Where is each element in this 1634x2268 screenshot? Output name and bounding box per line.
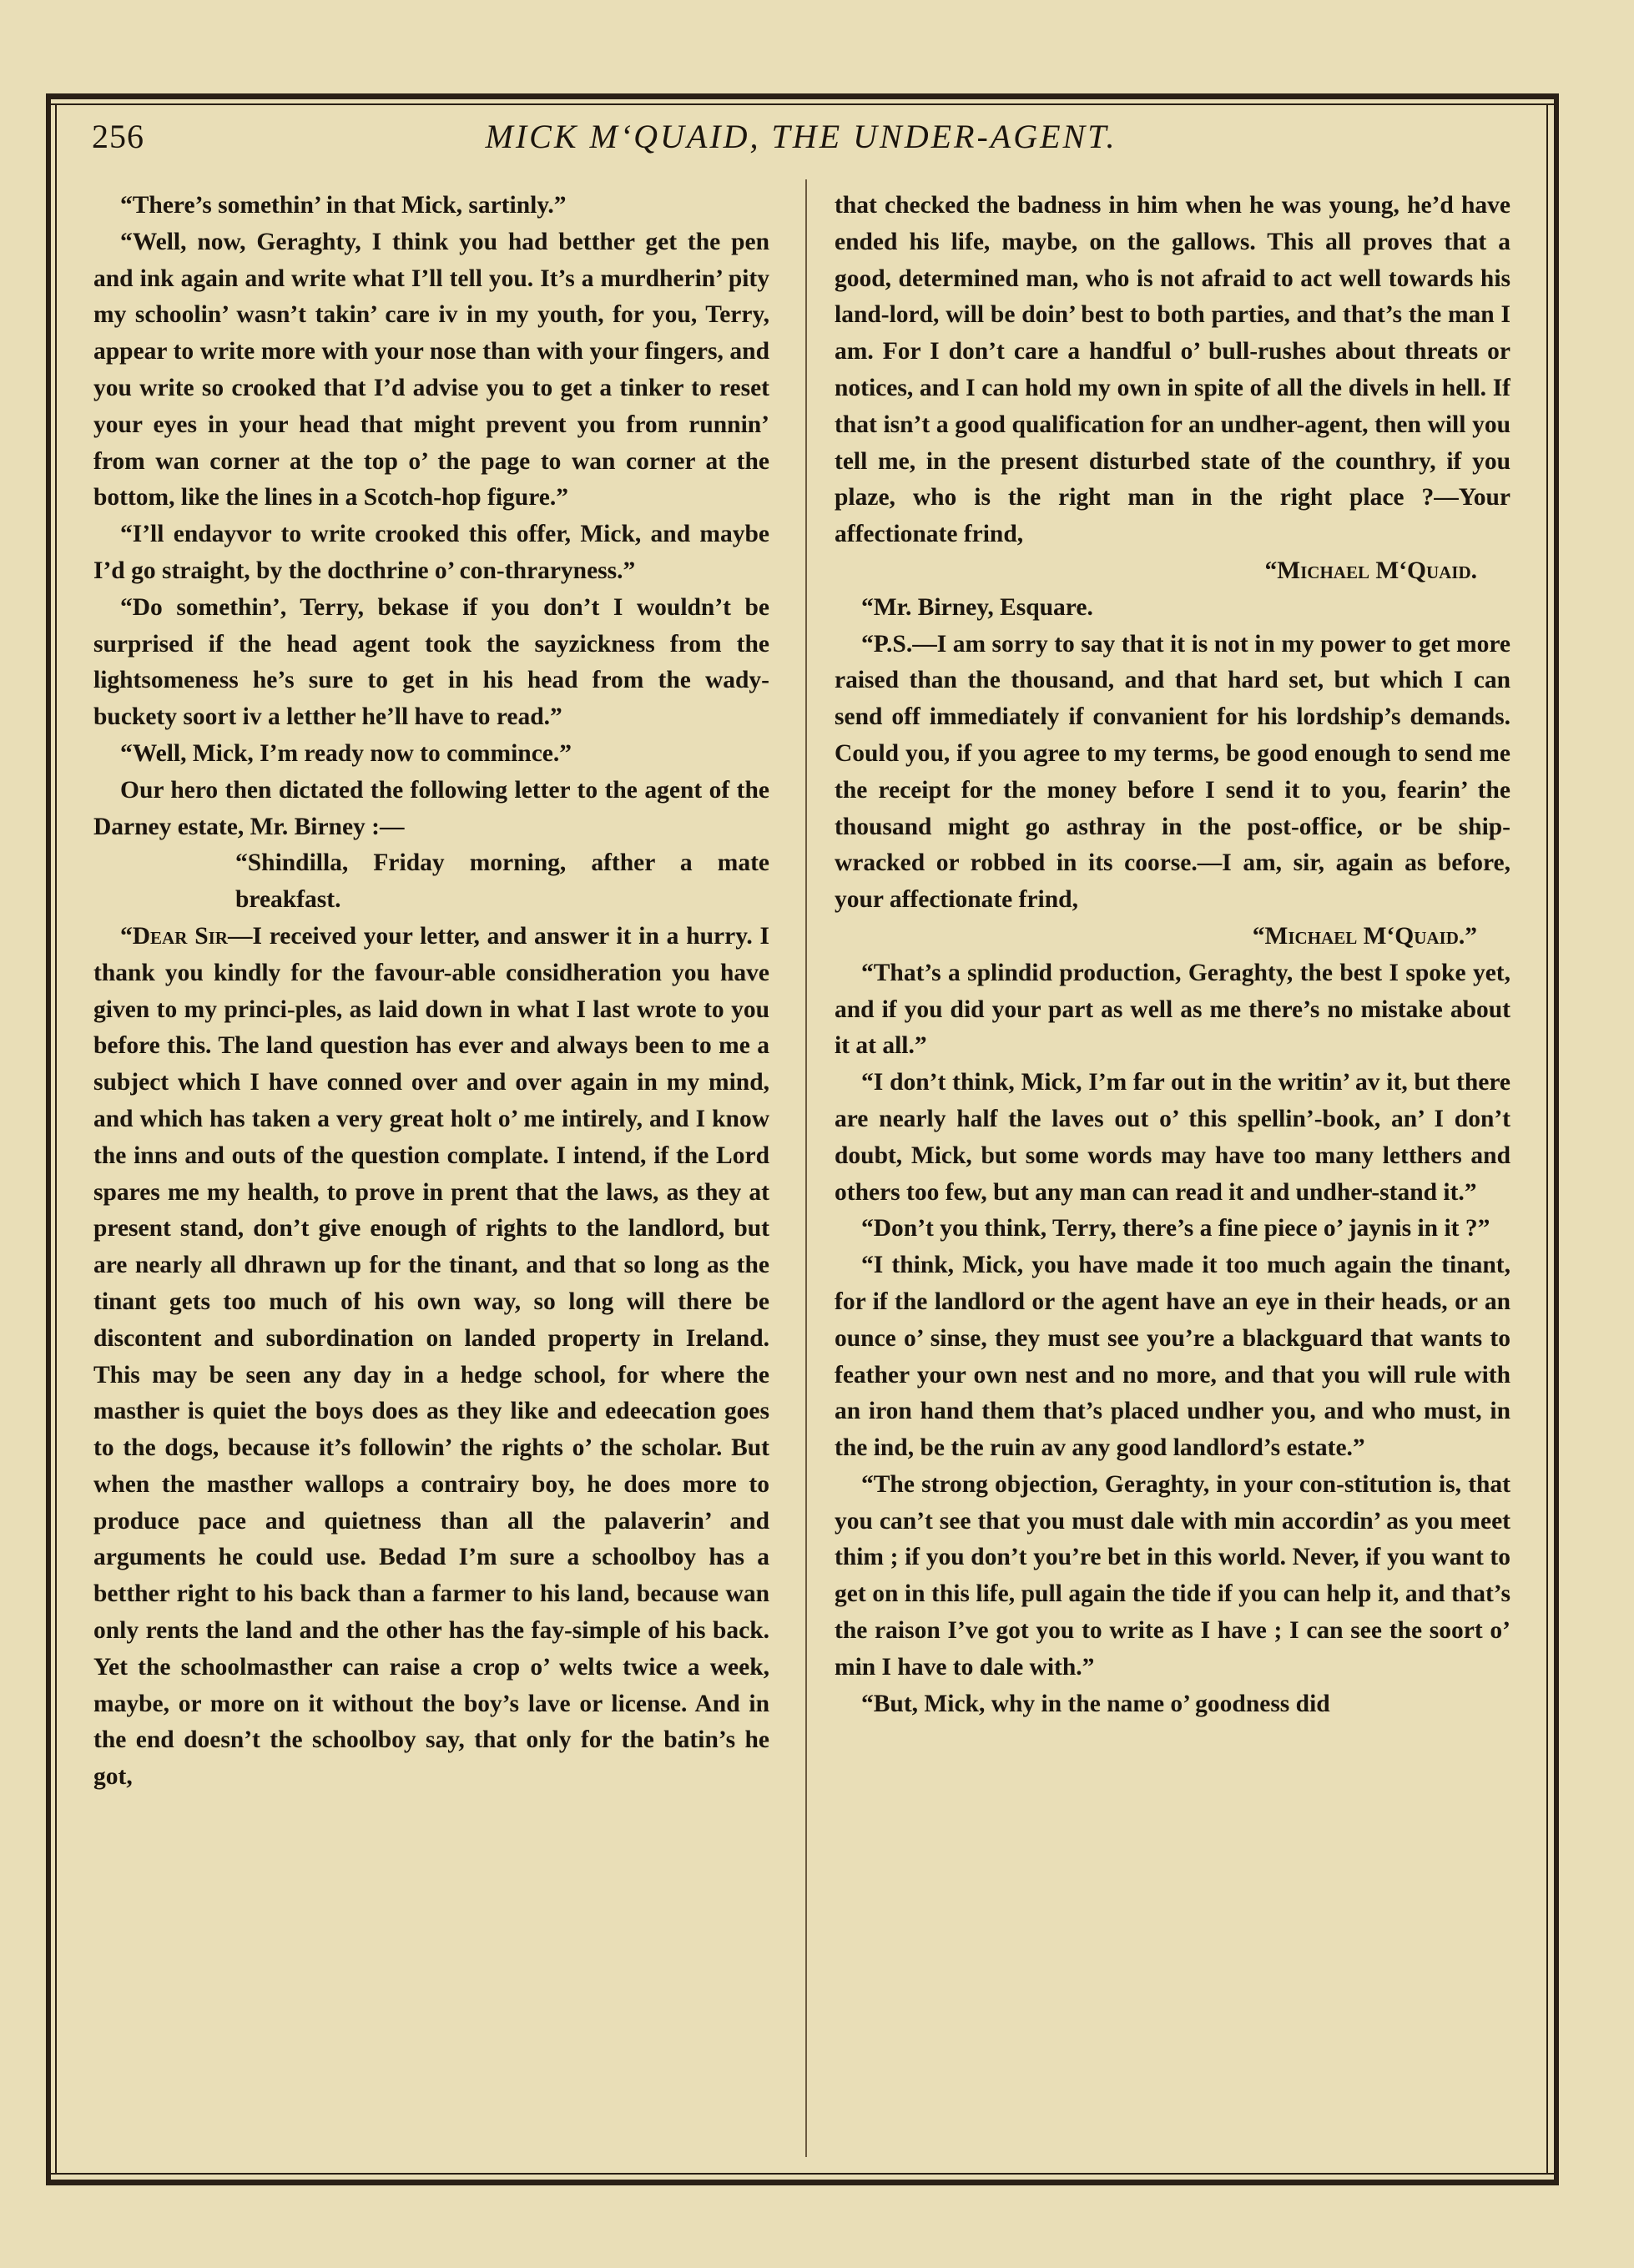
letter-salutation: “Dear Sir bbox=[120, 922, 228, 950]
paragraph: “I don’t think, Mick, I’m far out in the writin’ av it, but there are nearly half the laves out o’ this spellin’-book, an’ I don’t doubt, Mick, but some words may have too many letthers and others too few, but any man can read it and undher-stand it.” bbox=[835, 1069, 1510, 1206]
bottom-border-thin bbox=[46, 2173, 1559, 2175]
page-number: 256 bbox=[92, 118, 144, 155]
paragraph: “That’s a splindid production, Geraghty, the best I spoke yet, and if you did your part as well as me there’s no mistake about it at all.” bbox=[835, 959, 1510, 1060]
left-border-thick bbox=[46, 93, 51, 2185]
paragraph: “The strong objection, Geraghty, in your con-stitution is, that you can’t see that you must dale with min accordin’ as you meet thim ; if you don’t you’re bet in this world. Never, if you want to get on in this life, pull again the tide if you can help it, and that’s the raison I’ve got you to write as I have ; I can see the soort o’ min I have to dale with.” bbox=[835, 1470, 1510, 1681]
letter-continued: that checked the badness in him when he was young, he’d have ended his life, maybe, on the gallows. This all proves that a good, determined man, who is not afraid to act well towards his land-lord, will be doin’ best to both parties, and that’s the man I am. For I don’t care a handful o’ bull-rushes about threats or notices, and I can hold my own in spite of all the divels in hell. If that isn’t a good qualification for an undher-agent, then will you tell me, in the present disturbed state of the counthry, if you plaze, who is the right man in the right place ?—Your affectionate frind, bbox=[835, 192, 1510, 548]
paragraph: “Well, now, Geraghty, I think you had betther get the pen and ink again and write what I’ll tell you. It’s a murdherin’ pity my schoolin’ wasn’t takin’ care iv in my youth, for you, Terry, appear to write more with your nose than with your fingers, and you write so crooked that I’d advise you to get a tinker to reset your eyes in your head that might prevent you from runnin’ from wan corner at the top o’ the page to wan corner at the bottom, like the lines in a Scotch-hop figure.” bbox=[93, 228, 769, 512]
paragraph: “I think, Mick, you have made it too much again the tinant, for if the landlord or the agent have an eye in their heads, or an ounce o’ sinse, they must see you’re a blackguard that wants to feather your own nest and no more, and that you will rule with an iron hand them that’s placed undher you, and who must, in the ind, be the ruin av any good landlord’s estate.” bbox=[835, 1252, 1510, 1462]
letter-body bbox=[93, 919, 769, 1796]
letter-body-text: —I received your letter, and answer it in a hurry. I thank you kindly for the favour-able considheration you have given to my princi-ples, as laid down in what I last wrote to you before this. The land question has ever and always been to me a subject which I have conned over and over again in my mind, and which has taken a very great holt o’ me intirely, and I know the inns and outs of the question complate. I intend, if the Lord spares me my health, to prove in prent that the laws, as they at present stand, don’t give enough of rights to the landlord, but are nearly all dhrawn up for the tinant, and that so long as the tinant gets too much of his own way, so long will there be discontent and subordination on landed property in Ireland. This may be seen any day in a hedge school, for where the masther is quiet the boys does as they like and edeecation goes to the dogs, because it’s followin’ the rights o’ the scholar. But when the masther wallops a contrairy boy, he does more to produce pace and quietness than all the palaverin’ and arguments he could use. Bedad I’m sure a schoolboy has a betther right to his back than a farmer to his land, because wan only rents the land and the other has the fay-simple of his back. Yet the schoolmasther can raise a crop o’ welts twice a week, maybe, or more on it without the boy’s lave or license. And in the end doesn’t the schoolboy say, that only for the batin’s he got, bbox=[93, 922, 769, 1791]
letter-postscript: “P.S.—I am sorry to say that it is not in my power to get more raised than the thousand, and that hard set, but which I can send off immediately if convanient for his lordship’s demands. Could you, if you agree to my terms, be good enough to send me the receipt for the money before I send it to you, fearin’ the thousand might go asthray in the post-office, or be ship-wracked or robbed in its coorse.—I am, sir, again as before, your affectionate frind, bbox=[835, 630, 1510, 914]
top-border-thick bbox=[46, 93, 1559, 99]
letter-signature: “Michael M‘Quaid. bbox=[1264, 557, 1477, 584]
right-border-thin bbox=[1546, 103, 1548, 2175]
paragraph: Our hero then dictated the following letter to the agent of the Darney estate, Mr. Birney :— bbox=[93, 776, 769, 840]
paragraph: “There’s somethin’ in that Mick, sartinly.” bbox=[120, 192, 567, 219]
left-column bbox=[93, 188, 769, 2165]
postscript-signature: “Michael M‘Quaid.” bbox=[1252, 922, 1477, 950]
letter-addressee: “Mr. Birney, Esquare. bbox=[861, 593, 1093, 621]
paragraph: “Don’t you think, Terry, there’s a fine piece o’ jaynis in it ?” bbox=[861, 1215, 1490, 1242]
top-border-thin bbox=[46, 103, 1559, 105]
running-title: MICK M‘QUAID, THE UNDER-AGENT. bbox=[485, 118, 1117, 155]
paragraph: “Do somethin’, Terry, bekase if you don’t I wouldn’t be surprised if the head agent took the sayzickness from the lightsomeness he’s sure to get in his head from the wady-buckety soort iv a letther he’ll have to read.” bbox=[93, 593, 769, 731]
letter-dateline: “Shindilla, Friday morning, afther a mate breakfast. bbox=[235, 849, 769, 914]
paragraph: “But, Mick, why in the name o’ goodness did bbox=[861, 1690, 1330, 1717]
page-header bbox=[92, 117, 1510, 167]
paragraph: “Well, Mick, I’m ready now to commince.” bbox=[120, 739, 572, 767]
left-border-thin bbox=[55, 103, 57, 2175]
right-border-thick bbox=[1554, 93, 1559, 2185]
column-divider bbox=[805, 179, 807, 2157]
paragraph: “I’ll endayvor to write crooked this offer, Mick, and maybe I’d go straight, by the docthrine o’ con-thraryness.” bbox=[93, 521, 769, 584]
right-column bbox=[835, 188, 1510, 2165]
bottom-border-thick bbox=[46, 2180, 1559, 2185]
